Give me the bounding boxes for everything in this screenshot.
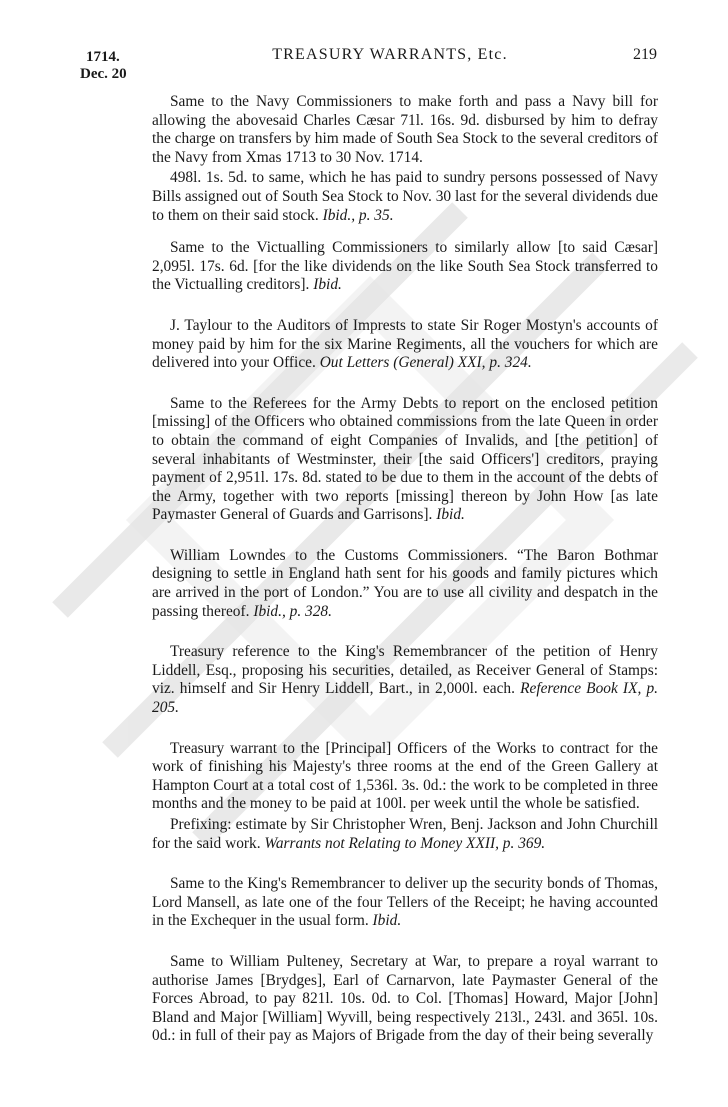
source-reference: Ibid.	[436, 506, 465, 524]
source-reference: Reference Book IX, p. 205.	[152, 680, 658, 717]
paragraph-text: Treasury reference to the King's Remembrancer of the petition of Henry Liddell, Esq., proposing his securities, detailed, as Receiver General of Stamps: viz. himself and Sir Henry Liddell, Bart., in 2,000l. each.	[152, 643, 658, 698]
entry	[152, 93, 658, 225]
paragraph-text: Same to the Navy Commissioners to make forth and pass a Navy bill for allowing the abovesaid Charles Cæsar 71l. 16s. 9d. disbursed by him to defray the charge on transfers by him made of South Sea Stock to the several creditors of the Navy from Xmas 1713 to 30 Nov. 1714.	[152, 93, 658, 166]
source-reference: Ibid., p. 35.	[322, 206, 394, 224]
source-reference: Warrants not Relating to Money XXII, p. 369.	[264, 834, 546, 852]
paragraph-text: Same to the Victualling Commissioners to similarly allow [to said Cæsar] 2,095l. 17s. 6d. [for the like dividends on the like South Sea Stock transferred to the Victualling creditors].	[152, 239, 658, 294]
paragraph-text: Same to the King's Remembrancer to deliver up the security bonds of Thomas, Lord Mansell, as late one of the four Tellers of the Receipt; he having accounted in the Exchequer in the usual form.	[152, 875, 658, 930]
margin-date: Dec. 20	[80, 66, 127, 82]
entry	[152, 317, 658, 373]
paragraph-text: Prefixing: estimate by Sir Christopher Wren, Benj. Jackson and John Churchill for the said work.	[152, 816, 658, 852]
paragraph-text: William Lowndes to the Customs Commissioners. “The Baron Bothmar designing to settle in England hath sent for his goods and family pictures which are arrived in the port of London.” You are to use all civility and despatch in the passing thereof.	[152, 546, 658, 620]
entry-paragraph	[152, 816, 658, 853]
entry	[152, 239, 658, 295]
entry	[152, 875, 658, 931]
source-reference: Ibid., p. 328.	[253, 602, 332, 620]
entry-paragraph	[152, 547, 658, 621]
entry	[152, 740, 658, 854]
source-reference: Ibid.	[372, 912, 402, 930]
paragraph-text: 498l. 1s. 5d. to same, which he has paid to sundry persons possessed of Navy Bills assigned out of South Sea Stock to Nov. 30 last for the several dividends due to them on their said stock.	[152, 169, 658, 224]
source-reference: Ibid.	[313, 276, 342, 294]
entry	[152, 643, 658, 717]
paragraph-text: Same to the Referees for the Army Debts to report on the enclosed petition [missing] of the Officers who obtained commissions from the late Queen in order to obtain the command of eight Companies of Invalids, and [the petition] of several inhabitants of Westminster, their [the said Officers'] creditors, praying payment of 2,951l. 17s. 8d. stated to be due to them in the account of the debts of the Army, together with two reports [missing] thereon by John How [as late Paymaster General of Guards and Garrisons].	[152, 394, 658, 524]
entry-paragraph	[152, 93, 658, 167]
entry-paragraph	[152, 953, 658, 1046]
entry-paragraph	[152, 239, 658, 295]
paragraph-text: Treasury warrant to the [Principal] Officers of the Works to contract for the work of finishing his Majesty's three rooms at the end of the Green Gallery at Hampton Court at a total cost of 1,536l. 3s. 0d.: the work to be completed in three months and the money to be paid at 100l. per week until the whole be satisfied.	[152, 739, 658, 813]
entry	[152, 953, 658, 1046]
entry-paragraph	[152, 740, 658, 814]
entry	[152, 547, 658, 621]
page-number: 219	[633, 46, 657, 63]
entry-paragraph	[152, 643, 658, 717]
paragraph-text: J. Taylour to the Auditors of Imprests to state Sir Roger Mostyn's accounts of money paid by him for the six Marine Regiments, all the vouchers for which are delivered into your Office.	[152, 316, 658, 372]
body-text	[152, 93, 658, 1068]
paragraph-text: Same to William Pulteney, Secretary at War, to prepare a royal warrant to authorise James [Brydges], Earl of Carnarvon, late Paymaster General of the Forces Abroad, to pay 821l. 10s. 0d. to Col. [Thomas] Howard, Major [John] Bland and Major [William] Wyvill, being respectively 213l., 243l. and 365l. 10s. 0d.: in full of their pay as Majors of Brigade from the day of their being severally	[152, 952, 658, 1045]
source-reference: Out Letters (General) XXI, p. 324.	[319, 354, 532, 372]
running-head: TREASURY WARRANTS, Etc.	[272, 46, 508, 63]
entry-paragraph	[152, 395, 658, 525]
margin-year: 1714.	[86, 49, 120, 65]
entry	[152, 395, 658, 525]
entry-paragraph	[152, 317, 658, 373]
entry-paragraph	[152, 875, 658, 931]
entry-paragraph	[152, 169, 658, 225]
